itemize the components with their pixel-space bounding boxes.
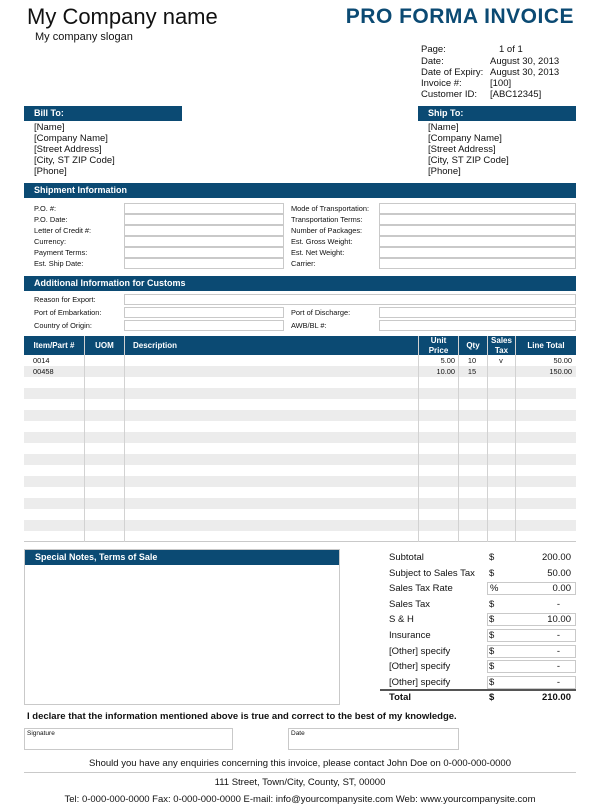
col-header-item: Item/Part # (33, 341, 75, 350)
total-label: [Other] specify (389, 677, 451, 688)
payment-terms-field[interactable] (124, 247, 284, 258)
table-row-stripe (24, 498, 576, 509)
insurance-value[interactable]: - (556, 630, 560, 641)
gross-weight-label: Est. Gross Weight: (291, 237, 353, 246)
currency-symbol: $ (489, 692, 495, 703)
ship-to-header: Ship To: (418, 106, 576, 121)
po-date-field[interactable] (124, 214, 284, 225)
table-row-stripe (24, 410, 576, 421)
company-contact: Tel: 0-000-000-0000 Fax: 0-000-000-0000 E-mail: info@yourcompanysite.com Web: www.yourcompanysite.com (64, 794, 536, 805)
port-of-embarkation-field[interactable] (124, 307, 284, 318)
est-ship-date-label: Est. Ship Date: (34, 259, 84, 268)
line-total-cell: 150.00 (549, 367, 572, 376)
ship-to-line[interactable]: [Name] (428, 122, 459, 133)
payment-terms-label: Payment Terms: (34, 248, 88, 257)
currency-symbol: $ (489, 568, 495, 579)
transport-terms-label: Transportation Terms: (291, 215, 363, 224)
meta-value: [100] (490, 78, 512, 89)
enquiry-text: Should you have any enquiries concerning this invoice, please contact John Doe on 0-000-000-0000 (89, 758, 511, 769)
bill-to-header: Bill To: (24, 106, 182, 121)
currency-symbol: $ (489, 677, 495, 688)
special-notes-box[interactable] (24, 549, 340, 705)
table-row-stripe (24, 432, 576, 443)
net-weight-label: Est. Net Weight: (291, 248, 345, 257)
percent-symbol: % (490, 583, 499, 594)
col-header-uom: UOM (95, 341, 114, 350)
item-number-cell[interactable]: 00458 (33, 367, 54, 376)
bill-to-line[interactable]: [Street Address] (34, 144, 102, 155)
unit-price-cell[interactable]: 5.00 (440, 356, 455, 365)
meta-value: August 30, 2013 (490, 56, 560, 67)
po-date-label: P.O. Date: (34, 215, 68, 224)
meta-label: Date: (421, 56, 444, 67)
sales-tax-cell[interactable] (488, 366, 514, 377)
total-label: Subtotal (389, 552, 424, 563)
unit-price-cell[interactable]: 10.00 (436, 367, 455, 376)
currency-symbol: $ (489, 552, 495, 563)
transport-terms-field[interactable] (379, 214, 576, 225)
gross-weight-field[interactable] (379, 236, 576, 247)
bill-to-line[interactable]: [Name] (34, 122, 65, 133)
items-table-body (24, 355, 576, 542)
table-row-stripe (24, 454, 576, 465)
shipment-info-header: Shipment Information (24, 183, 576, 198)
table-row-stripe (24, 520, 576, 531)
meta-label: Invoice #: (421, 78, 462, 89)
company-address: 111 Street, Town/City, County, ST, 00000 (214, 777, 386, 788)
col-divider (124, 336, 125, 542)
package-count-label: Number of Packages: (291, 226, 363, 235)
ship-to-line[interactable]: [Phone] (428, 166, 461, 177)
signature-field[interactable] (24, 728, 233, 750)
currency-symbol: $ (489, 646, 495, 657)
currency-symbol: $ (489, 614, 495, 625)
po-number-label: P.O. #: (34, 204, 57, 213)
country-of-origin-label: Country of Origin: (34, 321, 92, 330)
awb-bl-field[interactable] (379, 320, 576, 331)
other-charge-value[interactable]: - (556, 661, 560, 672)
ship-to-line[interactable]: [Company Name] (428, 133, 502, 144)
total-label: [Other] specify (389, 661, 451, 672)
shipping-value[interactable]: 10.00 (547, 614, 571, 625)
currency-symbol: $ (489, 599, 495, 610)
taxable-amount-value: 50.00 (547, 568, 571, 579)
tax-rate-value[interactable]: 0.00 (552, 583, 571, 594)
special-notes-header: Special Notes, Terms of Sale (25, 550, 339, 565)
meta-label: Page: (421, 44, 446, 55)
col-header-qty: Qty (466, 341, 480, 350)
currency-label: Currency: (34, 237, 67, 246)
sales-tax-value: - (556, 599, 560, 610)
other-charge-value[interactable]: - (556, 646, 560, 657)
port-of-embarkation-label: Port of Embarkation: (34, 308, 102, 317)
meta-label: Customer ID: (421, 89, 477, 100)
qty-cell[interactable]: 10 (467, 356, 477, 365)
port-of-discharge-label: Port of Discharge: (291, 308, 351, 317)
grand-total-value: 210.00 (541, 692, 571, 703)
col-divider (84, 336, 85, 542)
est-ship-date-field[interactable] (124, 258, 284, 269)
total-label: Subject to Sales Tax (389, 568, 475, 579)
ship-to-line[interactable]: [City, ST ZIP Code] (428, 155, 509, 166)
customs-info-header: Additional Information for Customs (24, 276, 576, 291)
col-header-line-total: Line Total (527, 341, 565, 350)
total-label: Sales Tax (389, 599, 431, 610)
package-count-field[interactable] (379, 225, 576, 236)
meta-value: 1 of 1 (499, 44, 523, 55)
footer-divider (24, 772, 576, 773)
item-number-cell[interactable]: 0014 (33, 356, 50, 365)
po-number-field[interactable] (124, 203, 284, 214)
reason-for-export-field[interactable] (124, 294, 576, 305)
country-of-origin-field[interactable] (124, 320, 284, 331)
meta-value: August 30, 2013 (490, 67, 560, 78)
col-header-sales-tax: Sales Tax (491, 336, 512, 355)
total-label: S & H (389, 614, 414, 625)
net-weight-field[interactable] (379, 247, 576, 258)
bill-to-line[interactable]: [City, ST ZIP Code] (34, 155, 115, 166)
transport-mode-label: Mode of Transportation: (291, 204, 370, 213)
table-row-stripe (24, 388, 576, 399)
declaration-text: I declare that the information mentioned above is true and correct to the best of my knowledge. (27, 711, 457, 722)
total-label: [Other] specify (389, 646, 451, 657)
items-table-header (24, 336, 576, 355)
letter-of-credit-label: Letter of Credit #: (34, 226, 92, 235)
total-label: Sales Tax Rate (389, 583, 453, 594)
port-of-discharge-field[interactable] (379, 307, 576, 318)
total-label: Insurance (389, 630, 431, 641)
col-header-unit-price: Unit Price (428, 336, 449, 355)
bill-to-line[interactable]: [Company Name] (34, 133, 108, 144)
other-charge-value[interactable]: - (556, 677, 560, 688)
invoice-title: PRO FORMA INVOICE (345, 5, 574, 28)
meta-label: Date of Expiry: (421, 67, 484, 78)
currency-symbol: $ (489, 661, 495, 672)
carrier-label: Carrier: (291, 259, 316, 268)
table-row-stripe (24, 476, 576, 487)
ship-to-line[interactable]: [Street Address] (428, 144, 496, 155)
date-field[interactable] (288, 728, 459, 750)
sales-tax-cell[interactable]: v (499, 356, 503, 365)
subtotal-value: 200.00 (541, 552, 571, 563)
grand-total-label: Total (389, 692, 411, 703)
currency-symbol: $ (489, 630, 495, 641)
carrier-field[interactable] (379, 258, 576, 269)
currency-field[interactable] (124, 236, 284, 247)
col-header-description: Description (133, 341, 178, 350)
signature-label: Signature (27, 730, 55, 737)
meta-value: [ABC12345] (490, 89, 542, 100)
line-total-cell: 50.00 (553, 356, 572, 365)
company-slogan: My company slogan (35, 31, 133, 43)
company-name: My Company name (27, 4, 218, 29)
bill-to-line[interactable]: [Phone] (34, 166, 67, 177)
reason-for-export-label: Reason for Export: (34, 295, 96, 304)
awb-bl-label: AWB/BL #: (291, 321, 327, 330)
date-label: Date (291, 730, 305, 737)
letter-of-credit-field[interactable] (124, 225, 284, 236)
qty-cell[interactable]: 15 (467, 367, 477, 376)
transport-mode-field[interactable] (379, 203, 576, 214)
